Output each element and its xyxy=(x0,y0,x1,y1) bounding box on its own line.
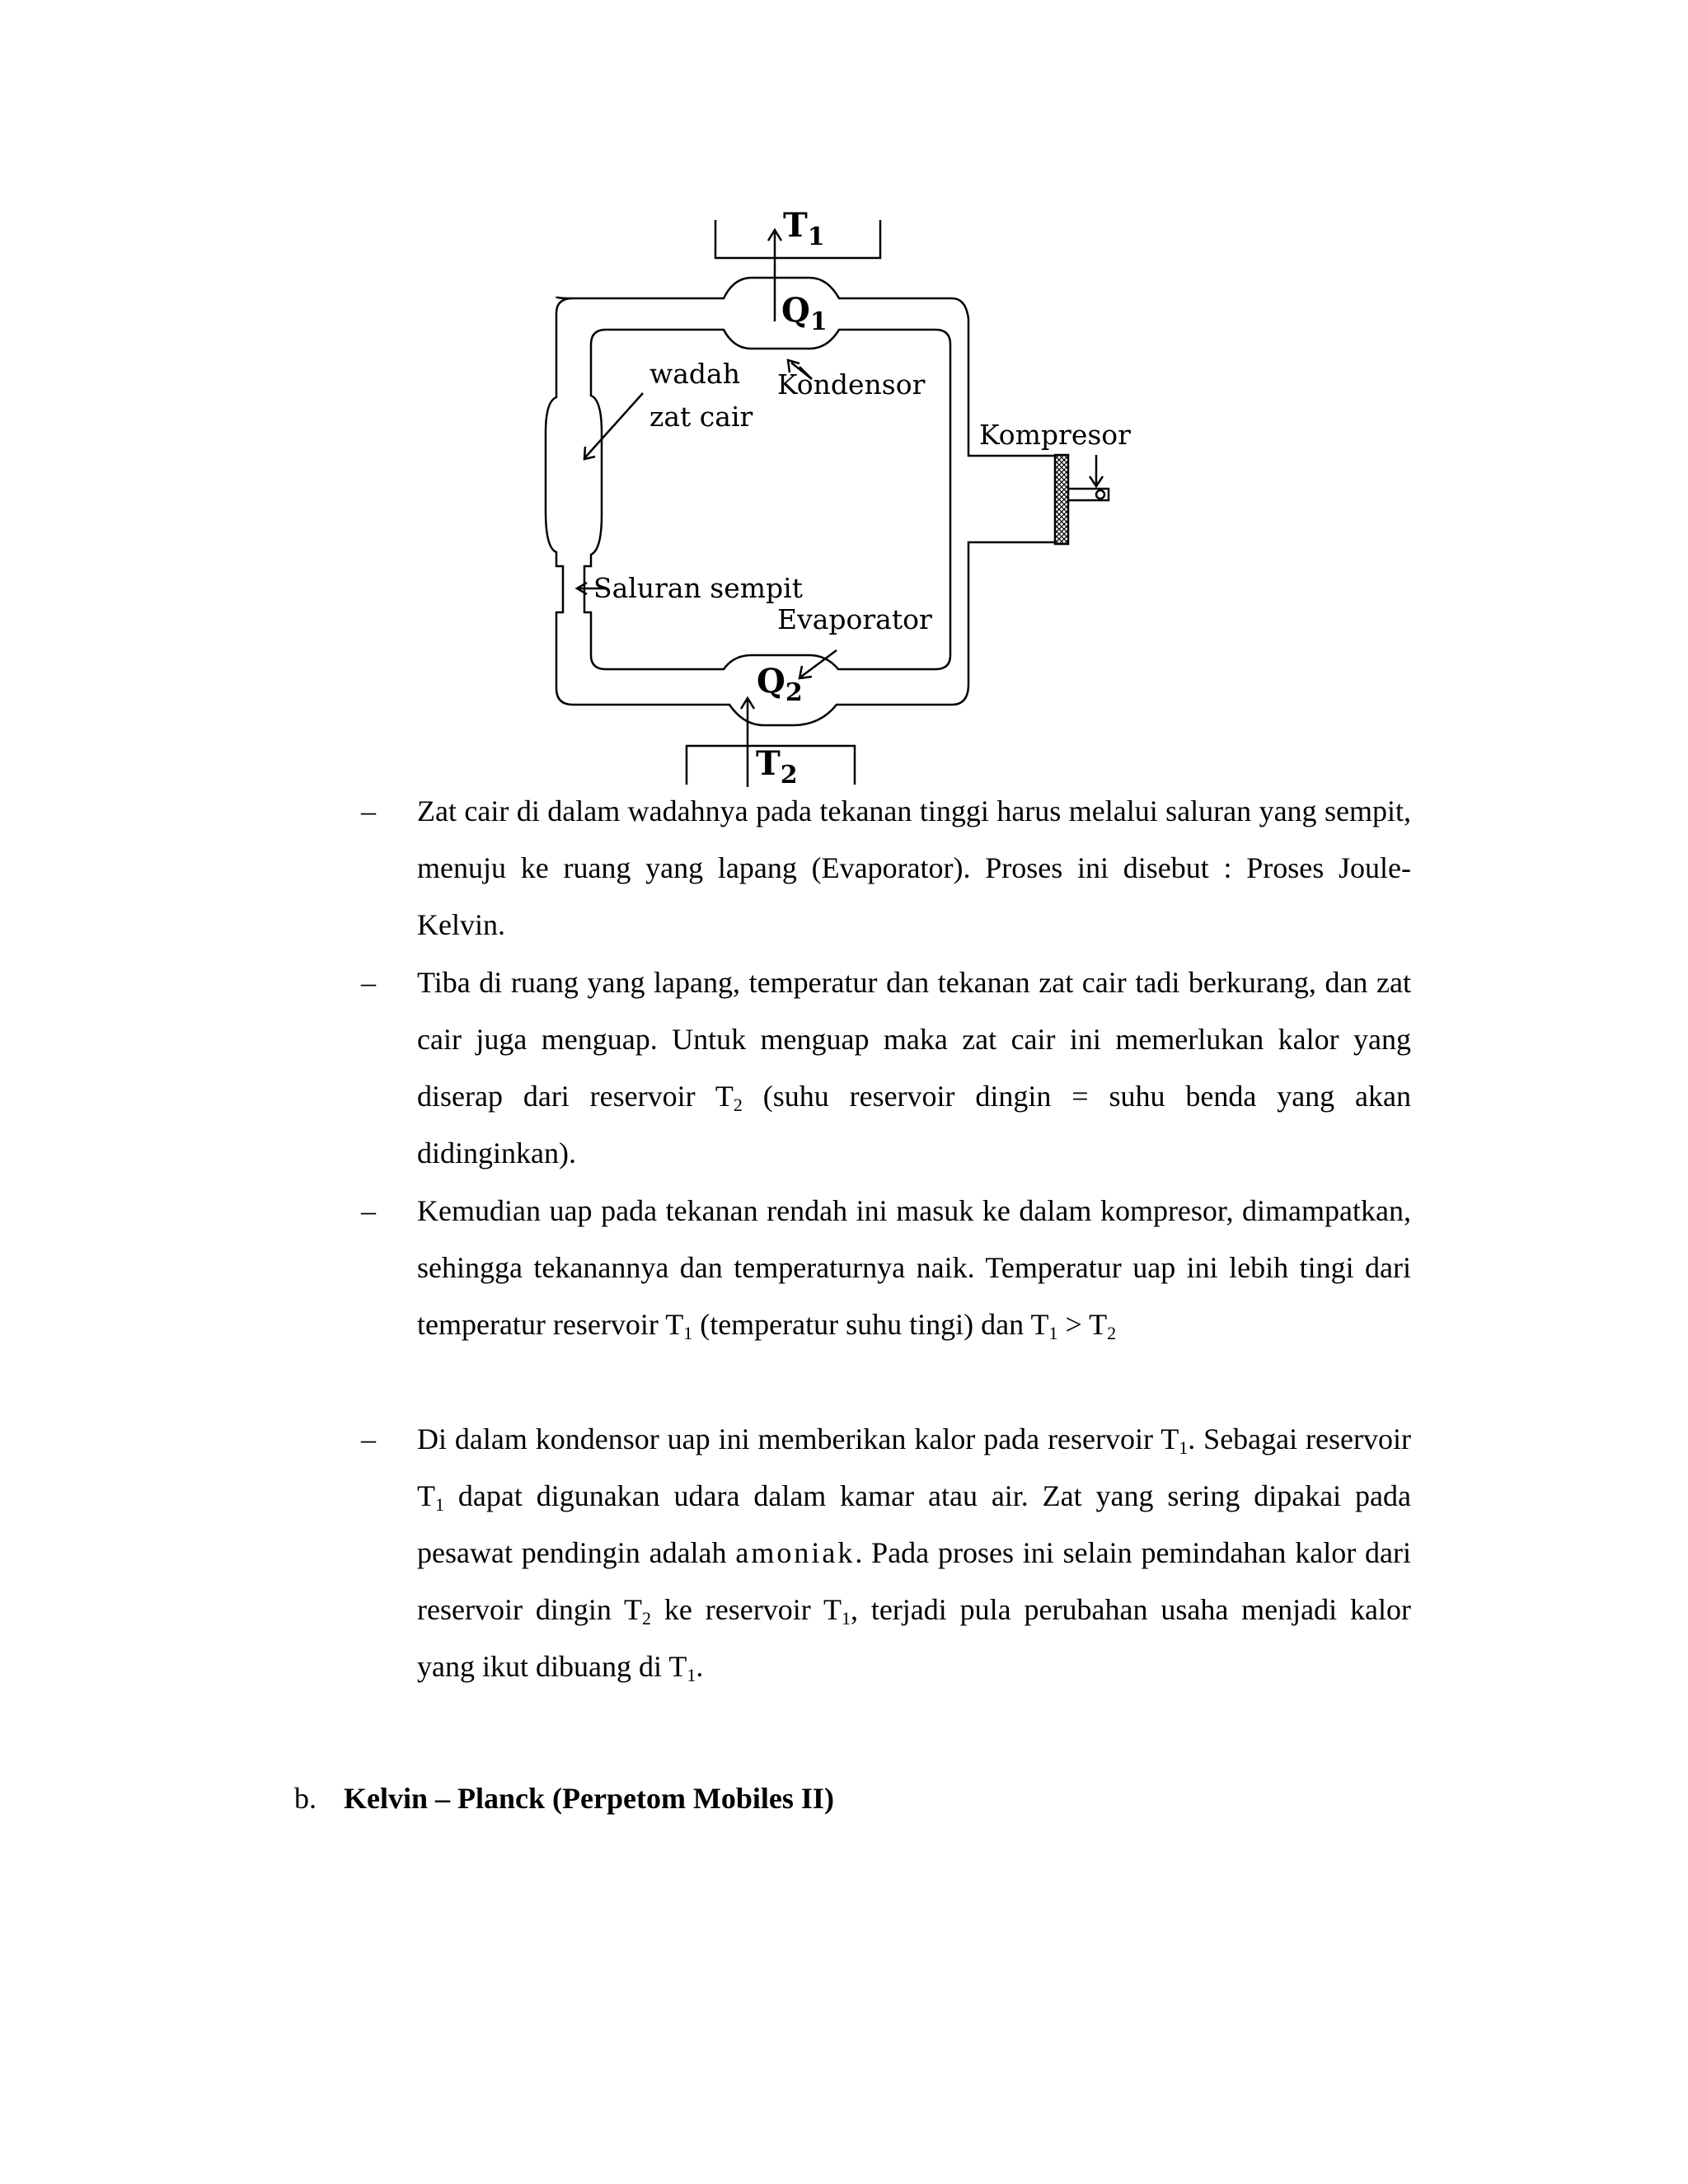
label-t1: $T_1$ xyxy=(783,210,825,251)
label-t2: $T_2$ xyxy=(756,744,798,787)
label-q1: $Q_1$ xyxy=(781,291,828,336)
label-kondensor: Kondensor xyxy=(777,368,926,401)
bullet-dash: – xyxy=(361,1194,376,1227)
label-q2: $Q_2$ xyxy=(757,662,803,707)
bullet-item-3 xyxy=(361,1183,1411,1353)
bullet-dash: – xyxy=(361,794,376,827)
section-letter: b. xyxy=(294,1782,316,1815)
bullet-item-1 xyxy=(361,783,1411,954)
bullet-dash: – xyxy=(361,1422,376,1455)
outer-pipe xyxy=(546,278,1055,725)
label-wadah: wadah xyxy=(649,358,740,390)
bullet-item-2 xyxy=(361,954,1412,1182)
bullet-text-1: Zat cair di dalam wadahnya pada tekanan tinggi harus melalui saluran yang sempit, menuju ke ruang yang lapang (Evaporator). Proses ini disebut : Proses Joule-Kelvin. xyxy=(417,794,1411,941)
bullet-text-4: Di dalam kondensor uap ini memberikan kalor pada reservoir $T_1$. Sebagai reservoir $T_1$ dapat digunakan udara dalam kamar atau air. Zat yang sering dipakai pada pesawat pendingin adalah amoniak. Pada proses ini selain pemindahan kalor dari reservoir dingin $T_2$ ke reservoir $T_1$, terjadi pula perubahan usaha menjadi kalor yang ikut dibuang di $T_1$. xyxy=(417,1422,1411,1685)
refrigerator-diagram xyxy=(528,210,1154,787)
label-kompresor: Kompresor xyxy=(979,419,1131,451)
section-title: Kelvin – Planck (Perpetom Mobiles II) xyxy=(344,1782,834,1815)
bullet-text-2: Tiba di ruang yang lapang, temperatur dan tekanan zat cair tadi berkurang, dan zat cair juga menguap. Untuk menguap maka zat cair ini memerlukan kalor yang diserap dari reservoir $T_2$ (suhu reservoir dingin = suhu benda yang akan didinginkan). xyxy=(417,966,1412,1169)
bullet-text-3: Kemudian uap pada tekanan rendah ini masuk ke dalam kompresor, dimampatkan, sehingga tekanannya dan temperaturnya naik. Temperatur uap ini lebih tingi dari temperatur reservoir $T_1$ (temperatur suhu tingi) dan $T_1 > T_2$ xyxy=(417,1194,1411,1343)
label-zat-cair: zat cair xyxy=(649,401,753,433)
label-evaporator: Evaporator xyxy=(777,603,932,635)
bullet-item-4 xyxy=(361,1411,1411,1695)
bullet-dash: – xyxy=(361,966,376,999)
label-saluran-sempit: Saluran sempit xyxy=(593,572,803,604)
section-b-heading xyxy=(294,1774,834,1823)
kompresor-piston xyxy=(1055,455,1068,544)
